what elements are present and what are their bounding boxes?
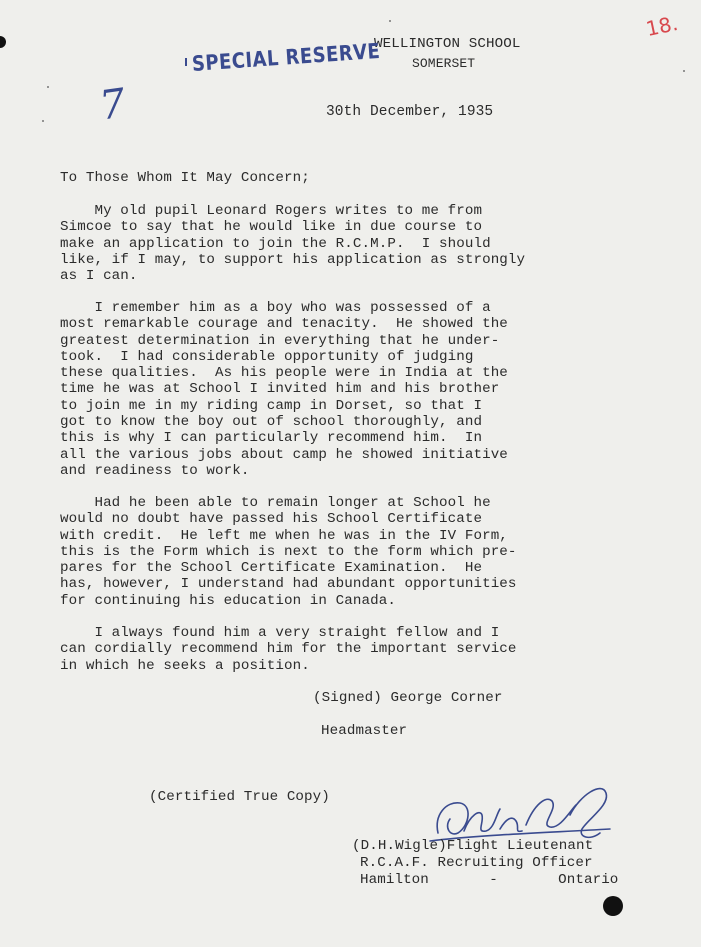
speck <box>683 70 685 72</box>
certified-copy-label: (Certified True Copy) <box>149 789 330 805</box>
text-line: in which he seeks a position. <box>60 657 310 674</box>
paragraph-1 <box>60 203 525 284</box>
text-line: can cordially recommend him for the important service <box>60 641 517 658</box>
stamp-tick-mark <box>185 58 187 66</box>
handwritten-mark: 7 <box>96 80 129 130</box>
text-line: this is why I can particularly recommend him. In <box>60 430 483 447</box>
text-line: greatest determination in everything that he under- <box>60 332 500 349</box>
text-line: Had he been able to remain longer at School he <box>60 495 491 511</box>
officer-unit: R.C.A.F. Recruiting Officer <box>360 855 593 871</box>
binder-hole-top <box>0 36 6 48</box>
text-line: has, however, I understand had abundant opportunities <box>60 576 517 593</box>
text-line: pares for the School Certificate Examination. He <box>60 560 483 577</box>
text-line: for continuing his education in Canada. <box>60 592 396 609</box>
text-line: to join me in my riding camp in Dorset, so that I <box>60 397 483 414</box>
text-line: would no doubt have passed his School Certificate <box>60 511 483 528</box>
signed-by: (Signed) George Corner <box>313 690 503 706</box>
page-number-annotation: 18. <box>643 10 680 42</box>
text-line: with credit. He left me when he was in the IV Form, <box>60 527 508 544</box>
paragraph-3 <box>60 495 517 609</box>
text-line: My old pupil Leonard Rogers writes to me from <box>60 203 483 219</box>
speck <box>389 20 391 22</box>
paragraph-4 <box>60 625 517 674</box>
speck <box>42 120 44 122</box>
text-line: like, if I may, to support his application as strongly <box>60 251 526 268</box>
text-line: I always found him a very straight fellow and I <box>60 625 500 641</box>
text-line: took. I had considerable opportunity of judging <box>60 348 474 365</box>
text-line: as I can. <box>60 268 138 285</box>
binder-hole-bottom <box>603 896 623 916</box>
school-county: SOMERSET <box>412 56 476 71</box>
text-line: time he was at School I invited him and his brother <box>60 381 500 398</box>
text-line: make an application to join the R.C.M.P. I should <box>60 235 491 252</box>
text-line: most remarkable courage and tenacity. He showed the <box>60 316 508 333</box>
officer-name-rank: (D.H.Wigle)Flight Lieutenant <box>352 838 594 854</box>
text-line: got to know the boy out of school thoroughly, and <box>60 414 483 431</box>
text-line: and readiness to work. <box>60 462 250 479</box>
speck <box>47 86 49 88</box>
text-line: all the various jobs about camp he showed initiative <box>60 446 508 463</box>
text-line: this is the Form which is next to the form which pre- <box>60 543 517 560</box>
text-line: I remember him as a boy who was possessed of a <box>60 300 491 316</box>
text-line: Simcoe to say that he would like in due course to <box>60 219 483 236</box>
letter-date: 30th December, 1935 <box>326 104 494 120</box>
salutation: To Those Whom It May Concern; <box>60 170 310 186</box>
signer-title: Headmaster <box>321 723 408 739</box>
officer-location: Hamilton - Ontario <box>360 872 619 888</box>
paragraph-2 <box>60 300 508 479</box>
text-line: these qualities. As his people were in India at the <box>60 365 508 382</box>
special-reserve-stamp: SPECIAL RESERVE <box>191 38 381 76</box>
school-name: WELLINGTON SCHOOL <box>374 36 521 52</box>
